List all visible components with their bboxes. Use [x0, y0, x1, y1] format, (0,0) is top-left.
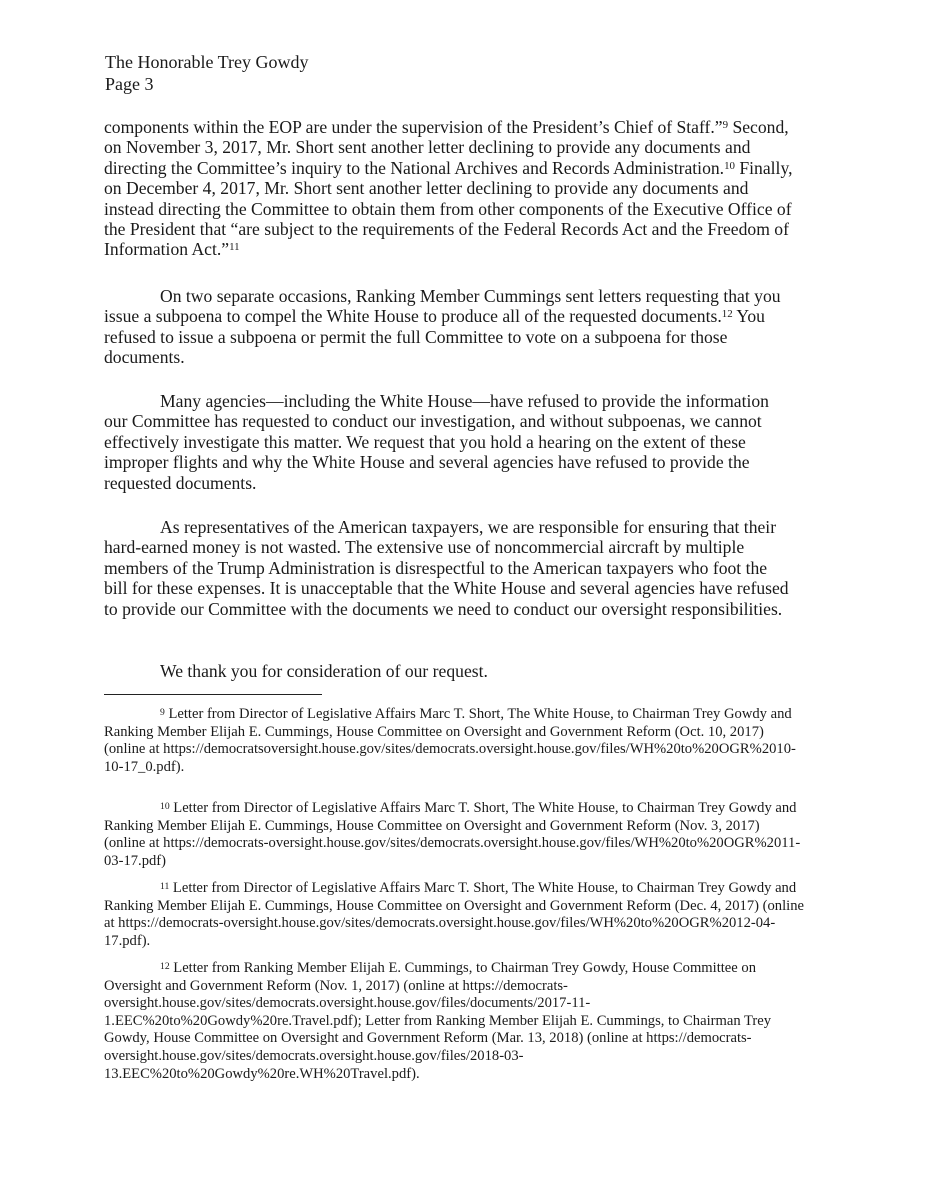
- footnote-9: [104, 706, 804, 776]
- paragraph-2-text-a: On two separate occasions, Ranking Member Cummings sent letters requesting that you issue a subpoena to compel the White House to produce all of the requested documents.: [104, 286, 781, 327]
- paragraph-1-text-a: components within the EOP are under the supervision of the President’s Chief of Staff.”: [104, 117, 723, 137]
- footnote-divider: [104, 694, 322, 695]
- paragraph-3: Many agencies—including the White House—have refused to provide the information our Committee has requested to conduct our investigation, and without subpoenas, we cannot effectively investigate this matter. We request that you hold a hearing on the extent of these improper flights and why the White House and several agencies have refused to provide the requested documents.: [104, 391, 769, 493]
- footnote-ref-12: 12: [721, 308, 733, 321]
- footnote-10-number: 10: [160, 801, 170, 813]
- footnote-12: [104, 960, 804, 1083]
- header-page-number: Page 3: [105, 74, 154, 94]
- footnote-10: [104, 800, 804, 870]
- header-addressee: The Honorable Trey Gowdy: [105, 52, 309, 72]
- paragraph-1-text-b: Second, on November 3, 2017, Mr. Short sent another letter declining to provide any documents and directing the Committee’s inquiry to the National Archives and Records Administration.: [104, 117, 789, 178]
- paragraph-2: [104, 286, 794, 368]
- paragraph-4: As representatives of the American taxpayers, we are responsible for ensuring that their hard-earned money is not wasted. The extensive use of noncommercial aircraft by multiple members of the Trump Administration is disrespectful to the American taxpayers who foot the bill for these expenses. It is unacceptable that the White House and several agencies have refused to provide our Committee with the documents we need to conduct our oversight responsibilities.: [104, 517, 789, 619]
- paragraph-2-text-b: You refused to issue a subpoena or permit the full Committee to vote on a subpoena for those documents.: [104, 306, 765, 368]
- paragraph-1: [104, 117, 794, 260]
- footnote-11-text: Letter from Director of Legislative Affairs Marc T. Short, The White House, to Chairman Trey Gowdy and Ranking Member Elijah E. Cummings, House Committee on Oversight and Government Reform (Dec. 4, 2017) (online at https://democrats-oversight.house.gov/sites/democrats.oversight.house.gov/files/WH%20to%20OGR%2012-04-17.pdf).: [104, 880, 804, 949]
- footnote-10-text: Letter from Director of Legislative Affairs Marc T. Short, The White House, to Chairman Trey Gowdy and Ranking Member Elijah E. Cummings, House Committee on Oversight and Government Reform (Nov. 3, 2017) (online at https://democrats-oversight.house.gov/sites/democrats.oversight.house.gov/files/WH%20to%20OGR%2011-03-17.pdf): [104, 800, 801, 869]
- footnote-11: [104, 880, 804, 950]
- footnote-ref-9: 9: [722, 118, 729, 131]
- footnote-11-number: 11: [160, 881, 170, 893]
- footnote-12-text: Letter from Ranking Member Elijah E. Cummings, to Chairman Trey Gowdy, House Committee on Oversight and Government Reform (Nov. 1, 2017) (online at https://democrats-oversight.house.gov/sites/democrats.oversight.house.gov/files/documents/2017-11-1.EEC%20to%20Gowdy%20re.Travel.pdf); Letter from Ranking Member Elijah E. Cummings, to Chairman Trey Gowdy, House Committee on Oversight and Government Reform (Mar. 13, 2018) (online at https://democrats-oversight.house.gov/sites/democrats.oversight.house.gov/files/2018-03-13.EEC%20to%20Gowdy%20re.WH%20Travel.pdf).: [104, 960, 772, 1082]
- footnote-ref-10: 10: [724, 159, 735, 172]
- paragraph-1-text-c: Finally, on December 4, 2017, Mr. Short sent another letter declining to provide any documents and instead directing the Committee to obtain them from other components of the Executive Office of the President that “are subject to the requirements of the Federal Records Act and the Freedom of Information Act.”: [104, 157, 793, 260]
- paragraph-5-closing: We thank you for consideration of our request.: [160, 661, 488, 681]
- footnote-9-text: Letter from Director of Legislative Affairs Marc T. Short, The White House, to Chairman Trey Gowdy and Ranking Member Elijah E. Cummings, House Committee on Oversight and Government Reform (Oct. 10, 2017) (online at https://democratsoversight.house.gov/sites/democrats.oversight.house.gov/files/WH%20to%20OGR%2010-10-17_0.pdf).: [104, 706, 796, 775]
- footnote-12-number: 12: [160, 961, 170, 973]
- footnote-9-number: 9: [160, 707, 165, 719]
- footnote-ref-11: 11: [229, 241, 240, 254]
